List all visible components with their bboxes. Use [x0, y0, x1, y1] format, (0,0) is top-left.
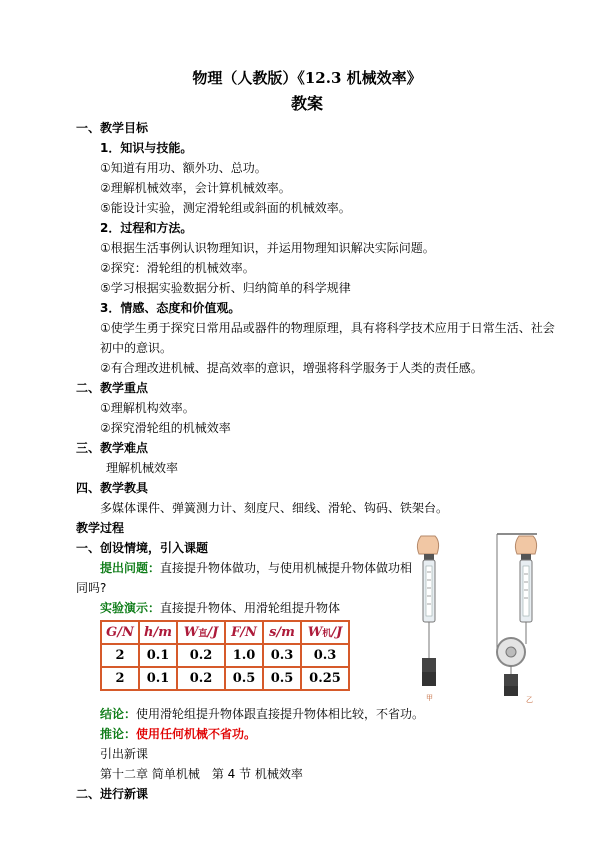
goal-item-continued: 初中的意识。 — [100, 341, 173, 355]
new-lesson-title: 第十二章 简单机械 第 4 节 机械效率 — [100, 767, 303, 781]
table-cell: 1.0 — [225, 644, 263, 667]
process-step-heading: 一、创设情境，引入课题 — [76, 541, 209, 555]
demo-label: 实验演示： — [100, 601, 161, 615]
table-cell: 0.1 — [139, 667, 177, 690]
question-text-continued: 同吗? — [76, 581, 107, 595]
goal-item: ①知道有用功、额外功、总功。 — [100, 161, 267, 175]
pulley-lift-setup — [497, 534, 537, 704]
table-header-cell: G/N — [101, 621, 139, 644]
goal-item: ⑤学习根据实验数据分析、归纳简单的科学规律 — [100, 281, 351, 295]
conclusion-line — [100, 706, 424, 722]
section-heading-tools: 四、教学教具 — [76, 481, 149, 495]
process-step-heading: 二、进行新课 — [76, 787, 149, 801]
table-header-cell: F/N — [225, 621, 263, 644]
table-header-cell: s/m — [263, 621, 301, 644]
table-row — [101, 667, 349, 690]
key-point-item: ①理解机构效率。 — [100, 401, 195, 415]
subheading-process: 2．过程和方法。 — [100, 221, 193, 235]
goal-item: ②有合理改进机械、提高效率的意识，增强将科学服务于人类的责任感。 — [100, 361, 483, 375]
new-lesson-intro: 引出新课 — [100, 747, 149, 761]
tools-list: 多媒体课件、弹簧测力计、刻度尺、细线、滑轮、钩码、铁架台。 — [100, 501, 449, 515]
inference-text: 使用任何机械不省功。 — [136, 727, 257, 741]
conclusion-label: 结论： — [100, 707, 137, 721]
conclusion-text: 使用滑轮组提升物体跟直接提升物体相比较，不省功。 — [136, 707, 425, 721]
table-cell: 0.2 — [177, 644, 225, 667]
table-header-cell: W机/J — [301, 621, 349, 644]
goal-item: ⑤能设计实验，测定滑轮组或斜面的机械效率。 — [100, 201, 351, 215]
experiment-illustration — [413, 532, 555, 704]
demo-text: 直接提升物体、用滑轮组提升物体 — [160, 601, 341, 615]
question-label: 提出问题： — [100, 561, 161, 575]
document-subtitle: 教案 — [290, 94, 323, 113]
goal-item: ②探究：滑轮组的机械效率。 — [100, 261, 255, 275]
table-cell: 0.2 — [177, 667, 225, 690]
demo-line — [100, 600, 340, 616]
table-cell: 0.3 — [263, 644, 301, 667]
direct-lift-setup — [417, 536, 438, 702]
inference-line — [100, 726, 256, 742]
table-cell: 0.1 — [139, 644, 177, 667]
table-cell: 0.5 — [225, 667, 263, 690]
goal-item: ①根据生活事例认识物理知识，并运用物理知识解决实际问题。 — [100, 241, 435, 255]
inference-label: 推论： — [100, 727, 137, 741]
document-title: 物理（人教版）《12.3 机械效率》 — [192, 69, 422, 87]
table-cell: 2 — [101, 644, 139, 667]
table-header-row — [101, 621, 349, 644]
figure-label-right: 乙 — [526, 696, 533, 704]
section-heading-key-points: 二、教学重点 — [76, 381, 149, 395]
table-cell: 2 — [101, 667, 139, 690]
table-header-cell: W直/J — [177, 621, 225, 644]
section-heading-difficulties: 三、教学难点 — [76, 441, 149, 455]
table-cell: 0.3 — [301, 644, 349, 667]
key-point-item: ②探究滑轮组的机械效率 — [100, 421, 231, 435]
table-row — [101, 644, 349, 667]
difficulty-item: 理解机械效率 — [106, 461, 179, 475]
section-heading-process: 教学过程 — [76, 521, 125, 535]
table-header-cell: h/m — [139, 621, 177, 644]
experiment-table — [100, 620, 350, 691]
section-heading-goals: 一、教学目标 — [76, 121, 149, 135]
table-cell: 0.25 — [301, 667, 349, 690]
subheading-attitude: 3．情感、态度和价值观。 — [100, 301, 241, 315]
figure-label-left: 甲 — [426, 694, 433, 702]
table-cell: 0.5 — [263, 667, 301, 690]
subheading-knowledge: 1．知识与技能。 — [100, 141, 193, 155]
goal-item: ①使学生勇于探究日常用品或器件的物理原理，具有将科学技术应用于日常生活、社会 — [100, 321, 555, 335]
question-text: 直接提升物体做功，与使用机械提升物体做功相 — [160, 561, 413, 575]
goal-item: ②理解机械效率，会计算机械效率。 — [100, 181, 291, 195]
question-line — [100, 560, 412, 576]
